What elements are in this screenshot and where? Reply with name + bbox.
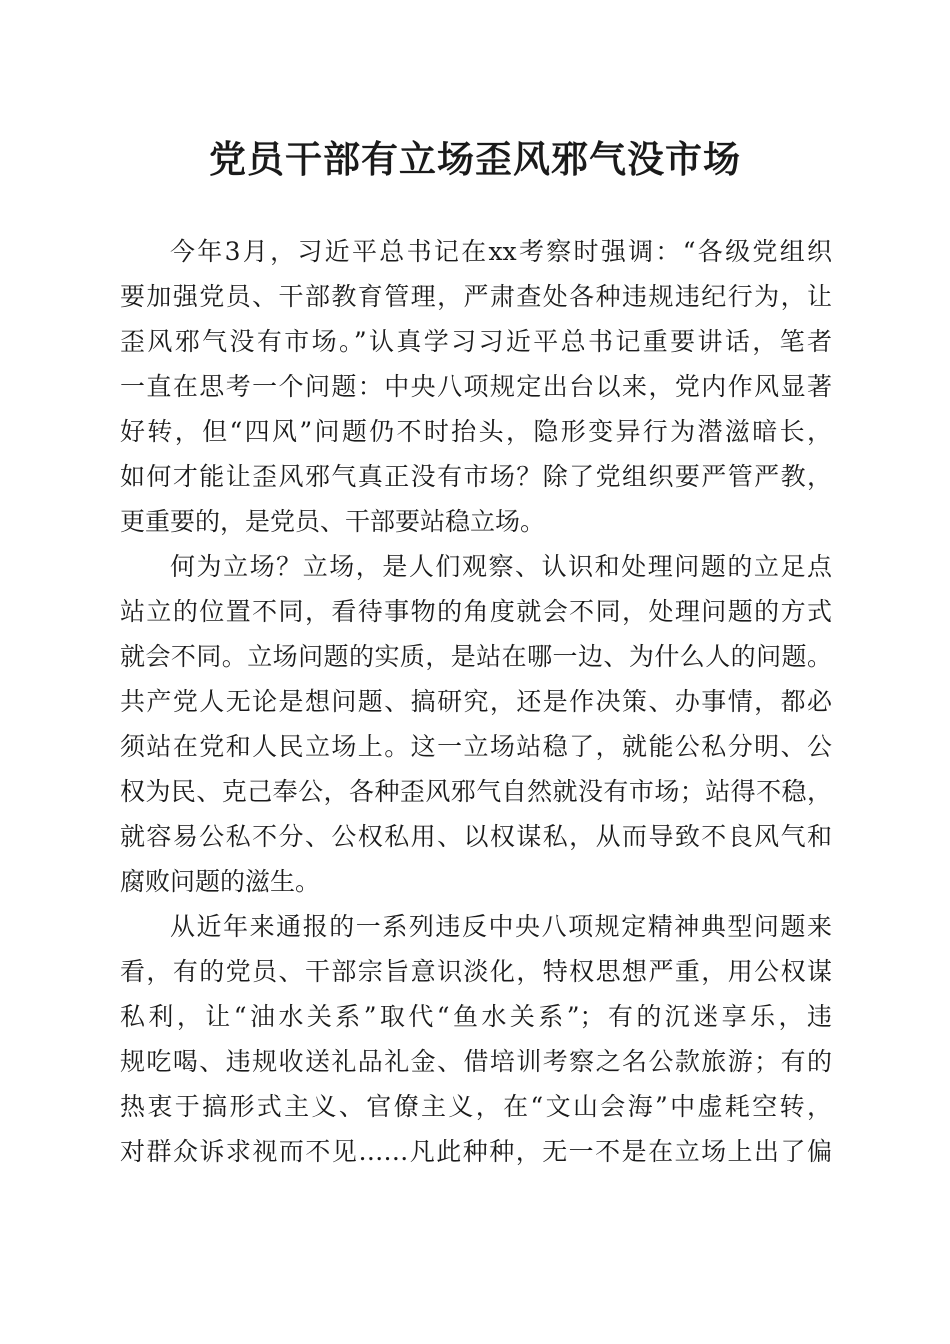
paragraph-1-line-6: 如何才能让歪风邪气真正没有市场？除了党组织要严管严教， — [120, 462, 832, 491]
paragraph-1-line-3: 歪风邪气没有市场。”认真学习习近平总书记重要讲话，笔者 — [120, 327, 832, 356]
paragraph-3-line-1: 从近年来通报的一系列违反中央八项规定精神典型问题来 — [170, 912, 832, 941]
paragraph-1-line-2: 要加强党员、干部教育管理，严肃查处各种违规违纪行为，让 — [120, 282, 832, 311]
paragraph-3-line-5: 热衷于搞形式主义、官僚主义，在“文山会海”中虚耗空转， — [120, 1092, 832, 1121]
paragraph-2-line-4: 共产党人无论是想问题、搞研究，还是作决策、办事情，都必 — [120, 687, 832, 716]
paragraph-2-line-2: 站立的位置不同，看待事物的角度就会不同，处理问题的方式 — [120, 597, 832, 626]
document-body — [120, 229, 832, 1174]
paragraph-2-line-1: 何为立场？立场，是人们观察、认识和处理问题的立足点 — [170, 552, 832, 581]
paragraph-1-line-7: 更重要的，是党员、干部要站稳立场。 — [120, 507, 546, 536]
paragraph-2-line-8: 腐败问题的滋生。 — [120, 867, 321, 896]
paragraph-1-line-5: 好转，但“四风”问题仍不时抬头，隐形变异行为潜滋暗长， — [120, 417, 832, 446]
paragraph-2-line-5: 须站在党和人民立场上。这一立场站稳了，就能公私分明、公 — [120, 732, 832, 761]
paragraph-1-line-1: 今年3月，习近平总书记在xx考察时强调：“各级党组织 — [170, 237, 832, 266]
paragraph-3-line-4: 规吃喝、违规收送礼品礼金、借培训考察之名公款旅游；有的 — [120, 1047, 832, 1076]
paragraph-1-line-4: 一直在思考一个问题：中央八项规定出台以来，党内作风显著 — [120, 372, 832, 401]
paragraph-3-line-2: 看，有的党员、干部宗旨意识淡化，特权思想严重，用公权谋 — [120, 957, 832, 986]
paragraph-3-line-3: 私利，让“油水关系”取代“鱼水关系”；有的沉迷享乐，违 — [120, 1002, 832, 1031]
paragraph-3-line-6: 对群众诉求视而不见……凡此种种，无一不是在立场上出了偏 — [120, 1137, 832, 1166]
paragraph-2-line-7: 就容易公私不分、公权私用、以权谋私，从而导致不良风气和 — [120, 822, 832, 851]
document-title: 党员干部有立场歪风邪气没市场 — [209, 138, 741, 181]
paragraph-2-line-6: 权为民、克己奉公，各种歪风邪气自然就没有市场；站得不稳， — [120, 777, 832, 806]
paragraph-2-line-3: 就会不同。立场问题的实质，是站在哪一边、为什么人的问题。 — [120, 642, 832, 671]
